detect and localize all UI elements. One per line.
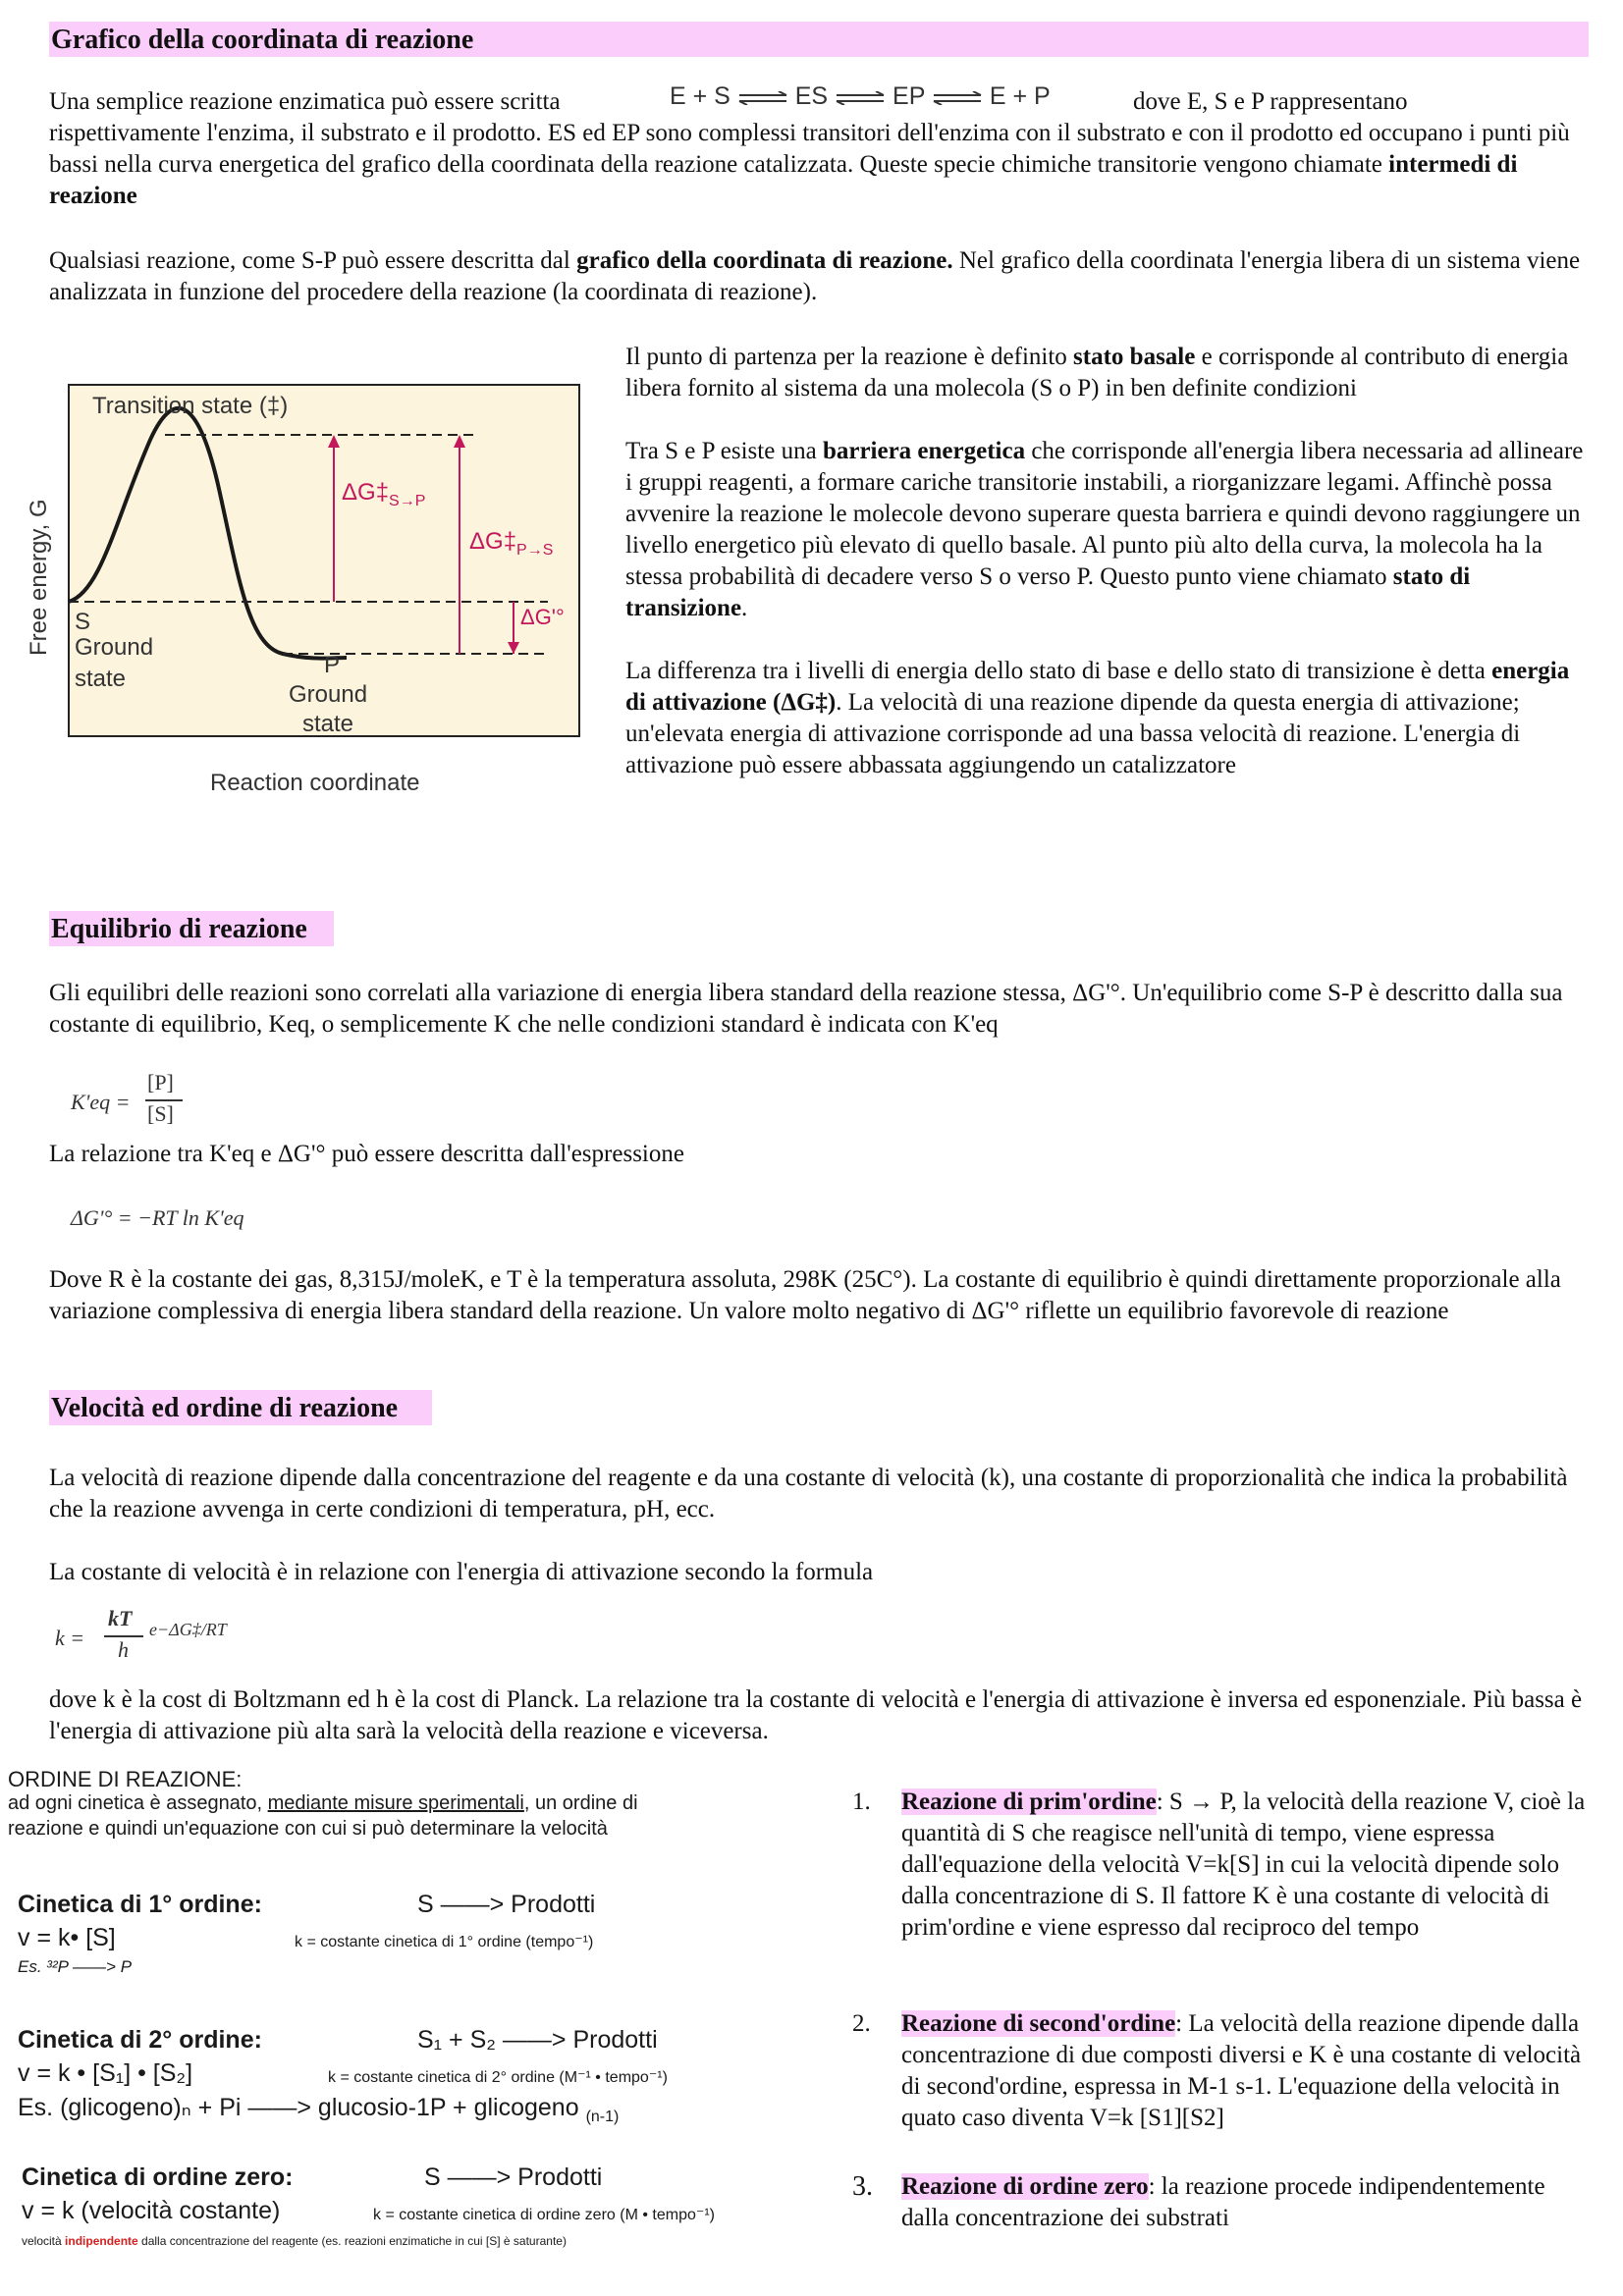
zero-order-rate: v = k (velocità costante) bbox=[22, 2197, 281, 2224]
diagram-explanation bbox=[625, 342, 1590, 781]
delta-g-p-to-s: $\Delta G\ddagger_{P\to S}$ bbox=[469, 528, 554, 559]
reaction-species: E + S bbox=[670, 82, 730, 110]
paragraph-costante-gas: Dove R è la costante dei gas, 8,315J/moleK, e T è la temperatura assoluta, 298K (25C°). La costante di equilibrio è quindi direttamente proporzionale alla variazione complessiva di energia libera standard della reazione. Un valore molto negativo di ΔG'° riflette un equilibrio favorevole di reazione bbox=[49, 1266, 1561, 1324]
s-state-label: state bbox=[75, 666, 127, 692]
reaction-species: ES bbox=[794, 82, 829, 110]
delta-g-s-to-p: $\Delta G\ddagger_{S\to P}$ bbox=[342, 479, 426, 509]
y-axis-label: Free energy, G bbox=[26, 499, 52, 656]
section-title-velocita: Velocità ed ordine di reazione bbox=[51, 1393, 399, 1423]
paragraph-equilibrio: Gli equilibri delle reazioni sono correlati alla variazione di energia libera standard della reazione stessa, ΔG'°. Un'equilibrio come S-P è descritto dalla sua costante di equilibrio, Keq, o semplicemente K che nelle condizioni standard è indicata con K'eq bbox=[49, 980, 1563, 1038]
s-ground-label: Ground bbox=[75, 634, 154, 661]
paragraph-relazione: La relazione tra K'eq e ΔG'° può essere descritta dall'espressione bbox=[49, 1141, 684, 1167]
zero-order-note: velocità indipendente dalla concentrazione del reagente (es. reazioni enzimatiche in cui [S] è saturante) bbox=[22, 2234, 567, 2248]
zero-order-equation: S ——> Prodotti bbox=[424, 2163, 603, 2191]
paragraph-attivazione: La differenza tra i livelli di energia dello stato di base e dello stato di transizione è detta energia di attivazione (ΔG‡). La velocità di una reazione dipende da questa energia di attivazione; un'elevata energia di attivazione corrisponde ad una bassa velocità di reazione. L'energia di attivazione può essere abbassata aggiungendo un catalizzatore bbox=[625, 658, 1570, 778]
paragraph-intro-end: dove E, S e P rappresentano bbox=[1133, 88, 1408, 115]
reaction-equation bbox=[670, 82, 1051, 112]
zero-order-title: Cinetica di ordine zero: bbox=[22, 2163, 294, 2191]
equilibrium-arrows-icon bbox=[737, 83, 788, 112]
paragraph-barriera: Tra S e P esiste una barriera energetica che corrisponde all'energia libera necessaria ad allineare i gruppi reagenti, a formare cariche transitorie instabili, a riorganizzare legami. Affinchè possa avvenire la reazione le molecole devono superare questa barriera e quindi devono raggiungere un livello energetico più elevato di quello basale. Al punto più alto della curva, la molecola ha la stessa probabilità di decadere verso S o verso P. Questo punto viene chiamato stato di transizione. bbox=[625, 438, 1584, 621]
first-order-example: Es. ³²P ——> P bbox=[18, 1957, 133, 1976]
kinetics-intro-line2: reazione e quindi un'equazione con cui si può determinare la velocità bbox=[8, 1818, 608, 1840]
first-order-equation: S ——> Prodotti bbox=[417, 1891, 596, 1918]
section-title-equilibrio: Equilibrio di reazione bbox=[51, 914, 307, 944]
p-label: P bbox=[324, 652, 341, 678]
paragraph-stato-basale: Il punto di partenza per la reazione è definito stato basale e corrisponde al contributo di energia libera fornito al sistema da una molecola (S o P) in ben definite condizioni bbox=[625, 344, 1569, 401]
p-ground-label: Ground bbox=[289, 681, 368, 708]
kinetics-image bbox=[0, 1763, 805, 2264]
p-state-label: state bbox=[302, 711, 354, 737]
delta-g-formula: ΔG'° = −RT ln K'eq bbox=[71, 1205, 244, 1230]
paragraph-velocita: La velocità di reazione dipende dalla concentrazione del reagente e da una costante di velocità (k), una costante di proporzionalità che indica la probabilità che la reazione avvenga in certe condizioni di temperatura, pH, ecc. bbox=[49, 1465, 1568, 1522]
first-order-title: Cinetica di 1° ordine: bbox=[18, 1891, 262, 1918]
second-order-example: Es. (glicogeno)ₙ + Pi ——> glucosio-1P + glicogeno $_{(n-1)}$ bbox=[18, 2094, 620, 2125]
equilibrium-arrows-icon bbox=[835, 83, 886, 112]
delta-g-standard: ΔG'° bbox=[520, 605, 565, 629]
s-label: S bbox=[75, 609, 91, 635]
paragraph-costante-velocita: La costante di velocità è in relazione con l'energia di attivazione secondo la formula bbox=[49, 1559, 874, 1585]
first-order-rate: v = k• [S] bbox=[18, 1924, 116, 1951]
first-order-k: k = costante cinetica di 1° ordine (tempo⁻¹) bbox=[295, 1934, 594, 1950]
second-order-rate: v = k • [S₁] • [S₂] bbox=[18, 2059, 193, 2087]
second-order-title: Cinetica di 2° ordine: bbox=[18, 2026, 262, 2054]
reaction-species: EP bbox=[893, 82, 925, 110]
paragraph-grafico: Qualsiasi reazione, come S-P può essere descritta dal grafico della coordinata di reazione. Nel grafico della coordinata l'energia libera di un sistema viene analizzata in funzione del procedere della reazione (la coordinata di reazione). bbox=[49, 247, 1581, 305]
x-axis-label: Reaction coordinate bbox=[210, 770, 420, 796]
reaction-coordinate-diagram bbox=[18, 342, 597, 813]
transition-state-label: Transition state (‡) bbox=[92, 393, 289, 419]
kinetics-intro-line1: ad ogni cinetica è assegnato, mediante misure sperimentali, un ordine di bbox=[8, 1792, 638, 1814]
paragraph-boltzmann: dove k è la cost di Boltzmann ed h è la cost di Planck. La relazione tra la costante di velocità e l'energia di attivazione è inversa ed esponenziale. Più bassa è l'energia di attivazione più alta sarà la velocità della reazione e viceversa. bbox=[49, 1686, 1583, 1744]
section-title-grafico: Grafico della coordinata di reazione bbox=[51, 25, 474, 55]
bold-term: grafico della coordinata di reazione. bbox=[576, 247, 953, 274]
bold-term: intermedi di reazione bbox=[49, 151, 1518, 209]
paragraph-intro-start: Una semplice reazione enzimatica può essere scritta bbox=[49, 88, 561, 115]
equilibrium-arrows-icon bbox=[932, 83, 983, 112]
zero-order-k: k = costante cinetica di ordine zero (M • tempo⁻¹) bbox=[373, 2207, 715, 2223]
reaction-species: E + P bbox=[989, 82, 1051, 110]
second-order-equation: S₁ + S₂ ——> Prodotti bbox=[417, 2026, 658, 2054]
paragraph-intro-body: rispettivamente l'enzima, il substrato e il prodotto. ES ed EP sono complessi transitori dell'enzima con il substrato e con il prodotto ed occupano i punti più bassi nella curva energetica del grafico della coordinata della reazione catalizzata. Queste specie chimiche transitorie vengono chiamate intermedi di reazione bbox=[49, 120, 1570, 209]
kinetics-header: ORDINE DI REAZIONE: bbox=[8, 1767, 243, 1791]
second-order-k: k = costante cinetica di 2° ordine (M⁻¹ • tempo⁻¹) bbox=[328, 2069, 668, 2086]
